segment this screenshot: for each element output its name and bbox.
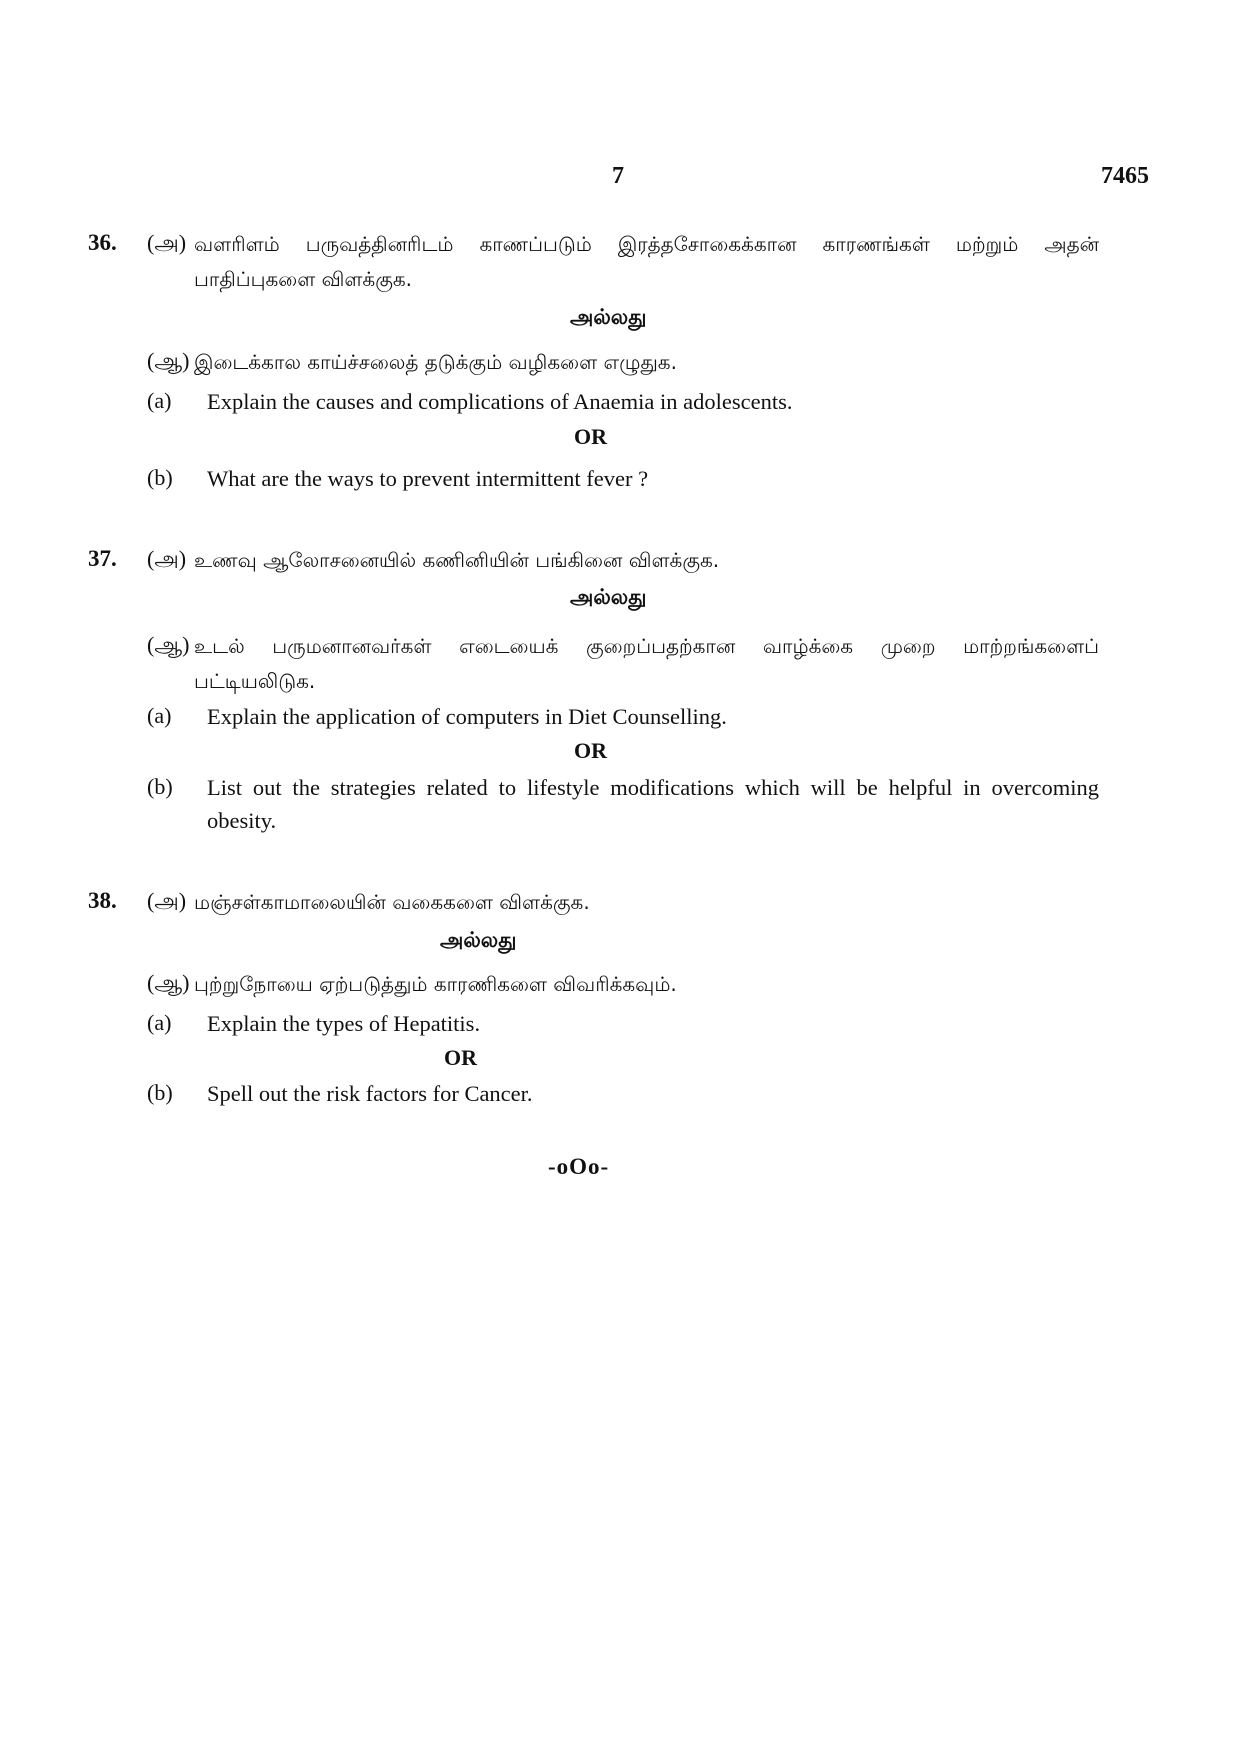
tamil-option-a-text: மஞ்சள்காமாலையின் வகைகளை விளக்குக. <box>194 890 590 914</box>
english-option-b-text: Spell out the risk factors for Cancer. <box>207 1081 533 1106</box>
english-or-divider: OR <box>574 424 607 449</box>
tamil-option-a-label: (அ) <box>147 546 187 571</box>
tamil-option-a-text: வளரிளம் பருவத்தினரிடம் காணப்படும் இரத்தசோகைக்கான காரணங்கள் மற்றும் அதன் பாதிப்புகளை விளக்குக. <box>194 232 1099 291</box>
page-number: 7 <box>612 163 624 189</box>
question-number: 37. <box>88 546 117 571</box>
tamil-option-b-label: (ஆ) <box>147 348 190 373</box>
english-option-a-label: (a) <box>147 1010 172 1035</box>
english-option-a-label: (a) <box>147 703 172 728</box>
english-option-b-label: (b) <box>147 1080 173 1105</box>
tamil-option-a-text: உணவு ஆலோசனையில் கணினியின் பங்கினை விளக்குக. <box>194 548 720 572</box>
tamil-option-b-label: (ஆ) <box>147 632 190 657</box>
tamil-or-divider: அல்லது <box>570 305 647 329</box>
end-of-paper-mark: -oOo- <box>548 1154 610 1179</box>
tamil-option-b-text: உடல் பருமனானவர்கள் எடையைக் குறைப்பதற்கான வாழ்க்கை முறை மாற்றங்களைப் பட்டியலிடுக. <box>194 634 1099 693</box>
english-option-a-text: Explain the types of Hepatitis. <box>207 1011 481 1036</box>
english-option-b-label: (b) <box>147 465 173 490</box>
english-or-divider: OR <box>444 1045 477 1070</box>
question-number: 38. <box>88 888 117 913</box>
english-option-a-text: Explain the application of computers in Diet Counselling. <box>207 704 727 729</box>
tamil-option-a-label: (அ) <box>147 888 187 913</box>
english-or-divider: OR <box>574 738 607 763</box>
paper-code: 7465 <box>1101 163 1149 189</box>
english-option-b-label: (b) <box>147 774 173 799</box>
english-option-b-text: What are the ways to prevent intermittent fever ? <box>207 466 649 491</box>
question-number: 36. <box>88 230 117 255</box>
tamil-or-divider: அல்லது <box>440 928 517 952</box>
english-option-a-label: (a) <box>147 388 172 413</box>
tamil-option-b-text: இடைக்கால காய்ச்சலைத் தடுக்கும் வழிகளை எழுதுக. <box>194 350 677 374</box>
tamil-or-divider: அல்லது <box>570 585 647 609</box>
tamil-option-b-label: (ஆ) <box>147 970 190 995</box>
english-option-b-text: List out the strategies related to lifestyle modifications which will be helpful in overcoming obesity. <box>207 775 1099 833</box>
tamil-option-b-text: புற்றுநோயை ஏற்படுத்தும் காரணிகளை விவரிக்கவும். <box>194 972 677 996</box>
english-option-a-text: Explain the causes and complications of Anaemia in adolescents. <box>207 389 793 414</box>
tamil-option-a-label: (அ) <box>147 230 187 255</box>
